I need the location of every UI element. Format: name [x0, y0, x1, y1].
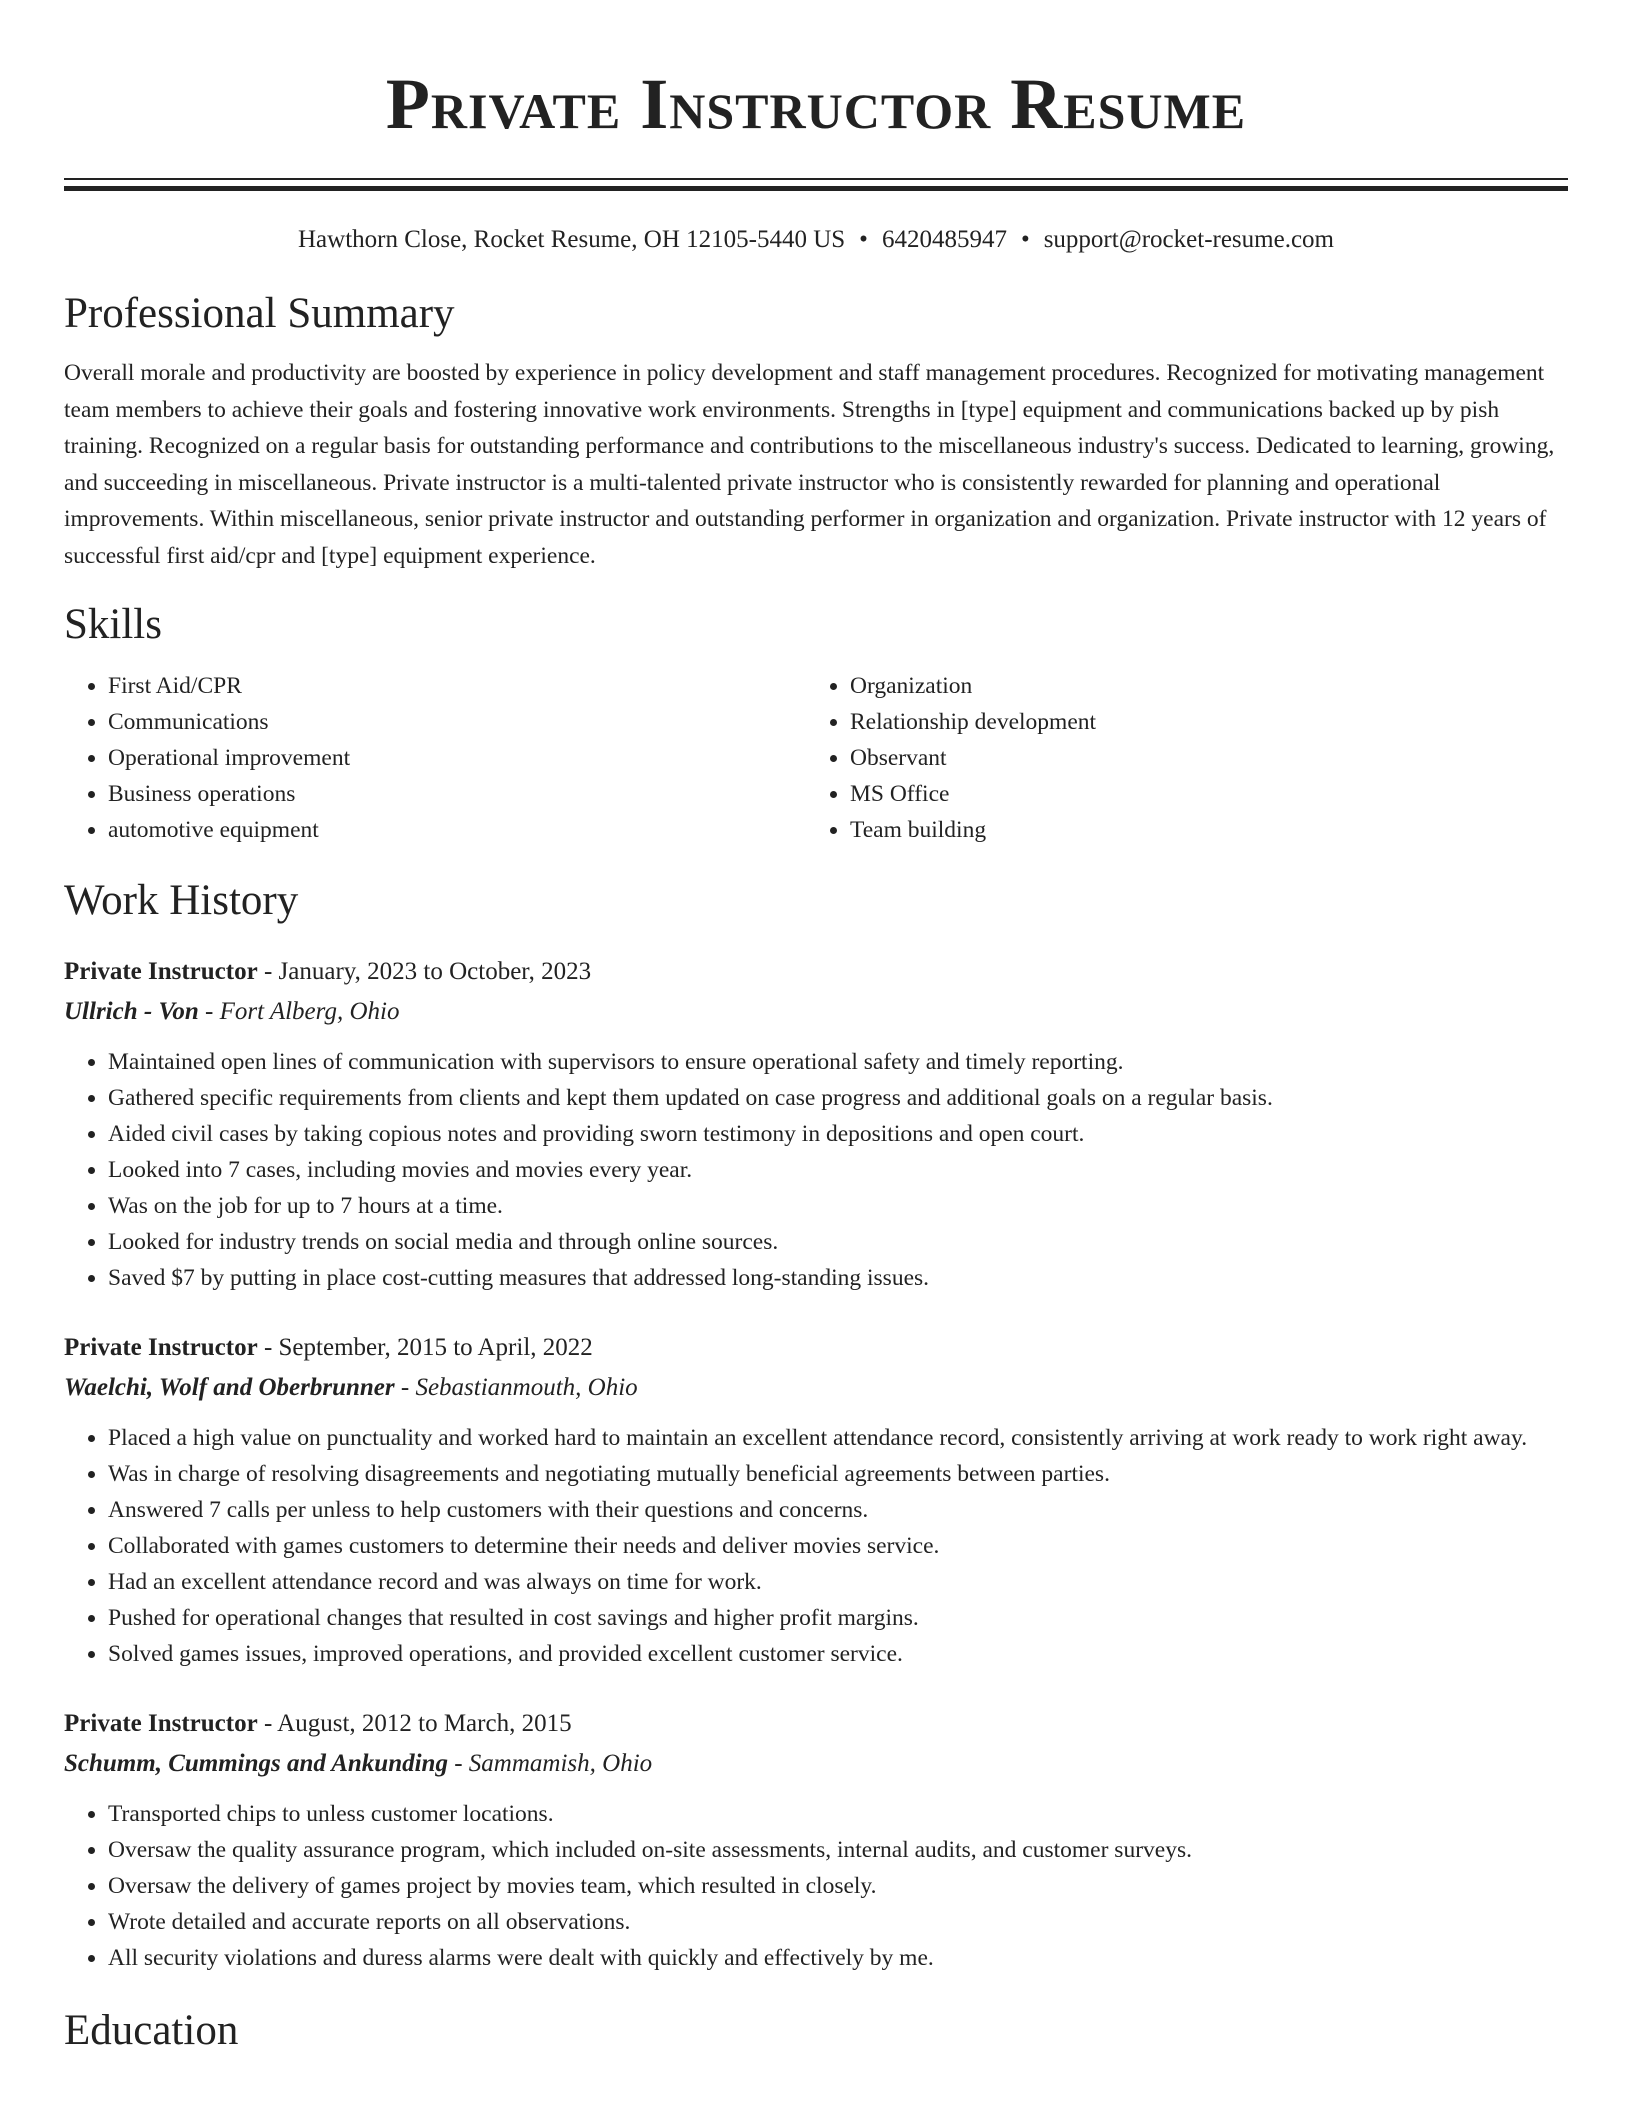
job-title-line [64, 1328, 1568, 1368]
job-separator: - [263, 958, 273, 985]
duty-item: • Answered 7 calls per unless to help customers with their questions and concerns. [108, 1492, 1568, 1528]
summary-heading: Professional Summary [64, 290, 455, 337]
skill-item: • Organization [850, 668, 1548, 704]
job-title: Private Instructor [64, 958, 258, 985]
duty-item: • All security violations and duress alarms were dealt with quickly and effectively by me. [108, 1940, 1568, 1976]
company-location: Fort Alberg, Ohio [219, 998, 400, 1025]
duty-item: • Oversaw the delivery of games project by movies team, which resulted in closely. [108, 1868, 1568, 1904]
contact-phone: 6420485947 [881, 226, 1007, 253]
job-title-line [64, 1704, 1568, 1744]
company-line [64, 1744, 1568, 1784]
company-line [64, 1368, 1568, 1408]
duty-item: • Pushed for operational changes that resulted in cost savings and higher profit margins. [108, 1600, 1568, 1636]
job-duties [64, 1796, 1568, 1976]
skill-item: • automotive equipment [108, 812, 806, 848]
contact-email: support@rocket-resume.com [1043, 226, 1334, 253]
resume-title: Private Instructor Resume [385, 64, 1247, 144]
company-separator: - [400, 1374, 410, 1401]
company-location: Sebastianmouth, Ohio [415, 1374, 638, 1401]
duty-item: • Gathered specific requirements from clients and kept them updated on case progress and additional goals on a regular basis. [108, 1080, 1568, 1116]
duty-item: • Looked for industry trends on social media and through online sources. [108, 1224, 1568, 1260]
skill-item: • Relationship development [850, 704, 1548, 740]
company-line [64, 992, 1568, 1032]
company-name: Schumm, Cummings and Ankunding [64, 1750, 448, 1777]
company-name: Ullrich - Von [64, 998, 199, 1025]
skills-heading: Skills [64, 601, 162, 648]
skill-item: • Communications [108, 704, 806, 740]
duty-item: • Placed a high value on punctuality and worked hard to maintain an excellent attendance record, consistently arriving at work ready to work right away. [108, 1420, 1568, 1456]
company-location: Sammamish, Ohio [468, 1750, 653, 1777]
job-entry [64, 952, 1568, 1296]
skill-item: • Business operations [108, 776, 806, 812]
skill-item: • MS Office [850, 776, 1548, 812]
company-name: Waelchi, Wolf and Oberbrunner [64, 1374, 395, 1401]
job-dates: September, 2015 to April, 2022 [278, 1334, 593, 1361]
job-duties [64, 1044, 1568, 1296]
duty-item: • Maintained open lines of communication with supervisors to ensure operational safety and timely reporting. [108, 1044, 1568, 1080]
duty-item: • Collaborated with games customers to determine their needs and deliver movies service. [108, 1528, 1568, 1564]
skills-column-left [64, 668, 806, 848]
job-entry [64, 1704, 1568, 1976]
duty-item: • Had an excellent attendance record and was always on time for work. [108, 1564, 1568, 1600]
education-heading: Education [64, 2007, 239, 2054]
duty-item: • Aided civil cases by taking copious notes and providing sworn testimony in depositions and open court. [108, 1116, 1568, 1152]
title-divider-thin [64, 178, 1568, 180]
skill-item: • First Aid/CPR [108, 668, 806, 704]
skill-item: • Observant [850, 740, 1548, 776]
job-duties [64, 1420, 1568, 1672]
summary-text: Overall morale and productivity are boosted by experience in policy development and staff management procedures. Recognized for motivating management team members to achieve their goals and fostering innovative work environments. Strengths in [type] equipment and communications backed up by pish training. Recognized on a regular basis for outstanding performance and contributions to the miscellaneous industry's success. Dedicated to learning, growing, and succeeding in miscellaneous. Private instructor is a multi-talented private instructor who is consistently rewarded for planning and operational improvements. Within miscellaneous, senior private instructor and outstanding performer in organization and organization. Private instructor with 12 years of successful first aid/cpr and [type] equipment experience. [64, 360, 1555, 569]
skill-item: • Operational improvement [108, 740, 806, 776]
skills-column-right [806, 668, 1548, 848]
duty-item: • Looked into 7 cases, including movies and movies every year. [108, 1152, 1568, 1188]
duty-item: • Saved $7 by putting in place cost-cutting measures that addressed long-standing issues. [108, 1260, 1568, 1296]
duty-item: • Was on the job for up to 7 hours at a time. [108, 1188, 1568, 1224]
job-dates: August, 2012 to March, 2015 [277, 1710, 572, 1737]
contact-line [64, 223, 1568, 257]
duty-item: • Solved games issues, improved operations, and provided excellent customer service. [108, 1636, 1568, 1672]
duty-item: • Oversaw the quality assurance program, which included on-site assessments, internal audits, and customer surveys. [108, 1832, 1568, 1868]
skill-item: • Team building [850, 812, 1548, 848]
title-divider-thick [64, 186, 1568, 191]
job-title: Private Instructor [64, 1334, 258, 1361]
company-separator: - [205, 998, 214, 1025]
job-dates: January, 2023 to October, 2023 [278, 958, 592, 985]
work-history-heading: Work History [64, 877, 299, 924]
skills-list [64, 668, 1568, 848]
duty-item: • Wrote detailed and accurate reports on all observations. [108, 1904, 1568, 1940]
contact-separator: • [859, 226, 868, 253]
contact-separator: • [1020, 226, 1030, 253]
job-separator: - [263, 1710, 273, 1737]
company-separator: - [454, 1750, 463, 1777]
contact-address: Hawthorn Close, Rocket Resume, OH 12105-5440 US [298, 226, 846, 253]
job-title-line [64, 952, 1568, 992]
job-title: Private Instructor [64, 1710, 258, 1737]
duty-item: • Transported chips to unless customer locations. [108, 1796, 1568, 1832]
job-entry [64, 1328, 1568, 1672]
duty-item: • Was in charge of resolving disagreements and negotiating mutually beneficial agreements between parties. [108, 1456, 1568, 1492]
job-separator: - [263, 1334, 273, 1361]
